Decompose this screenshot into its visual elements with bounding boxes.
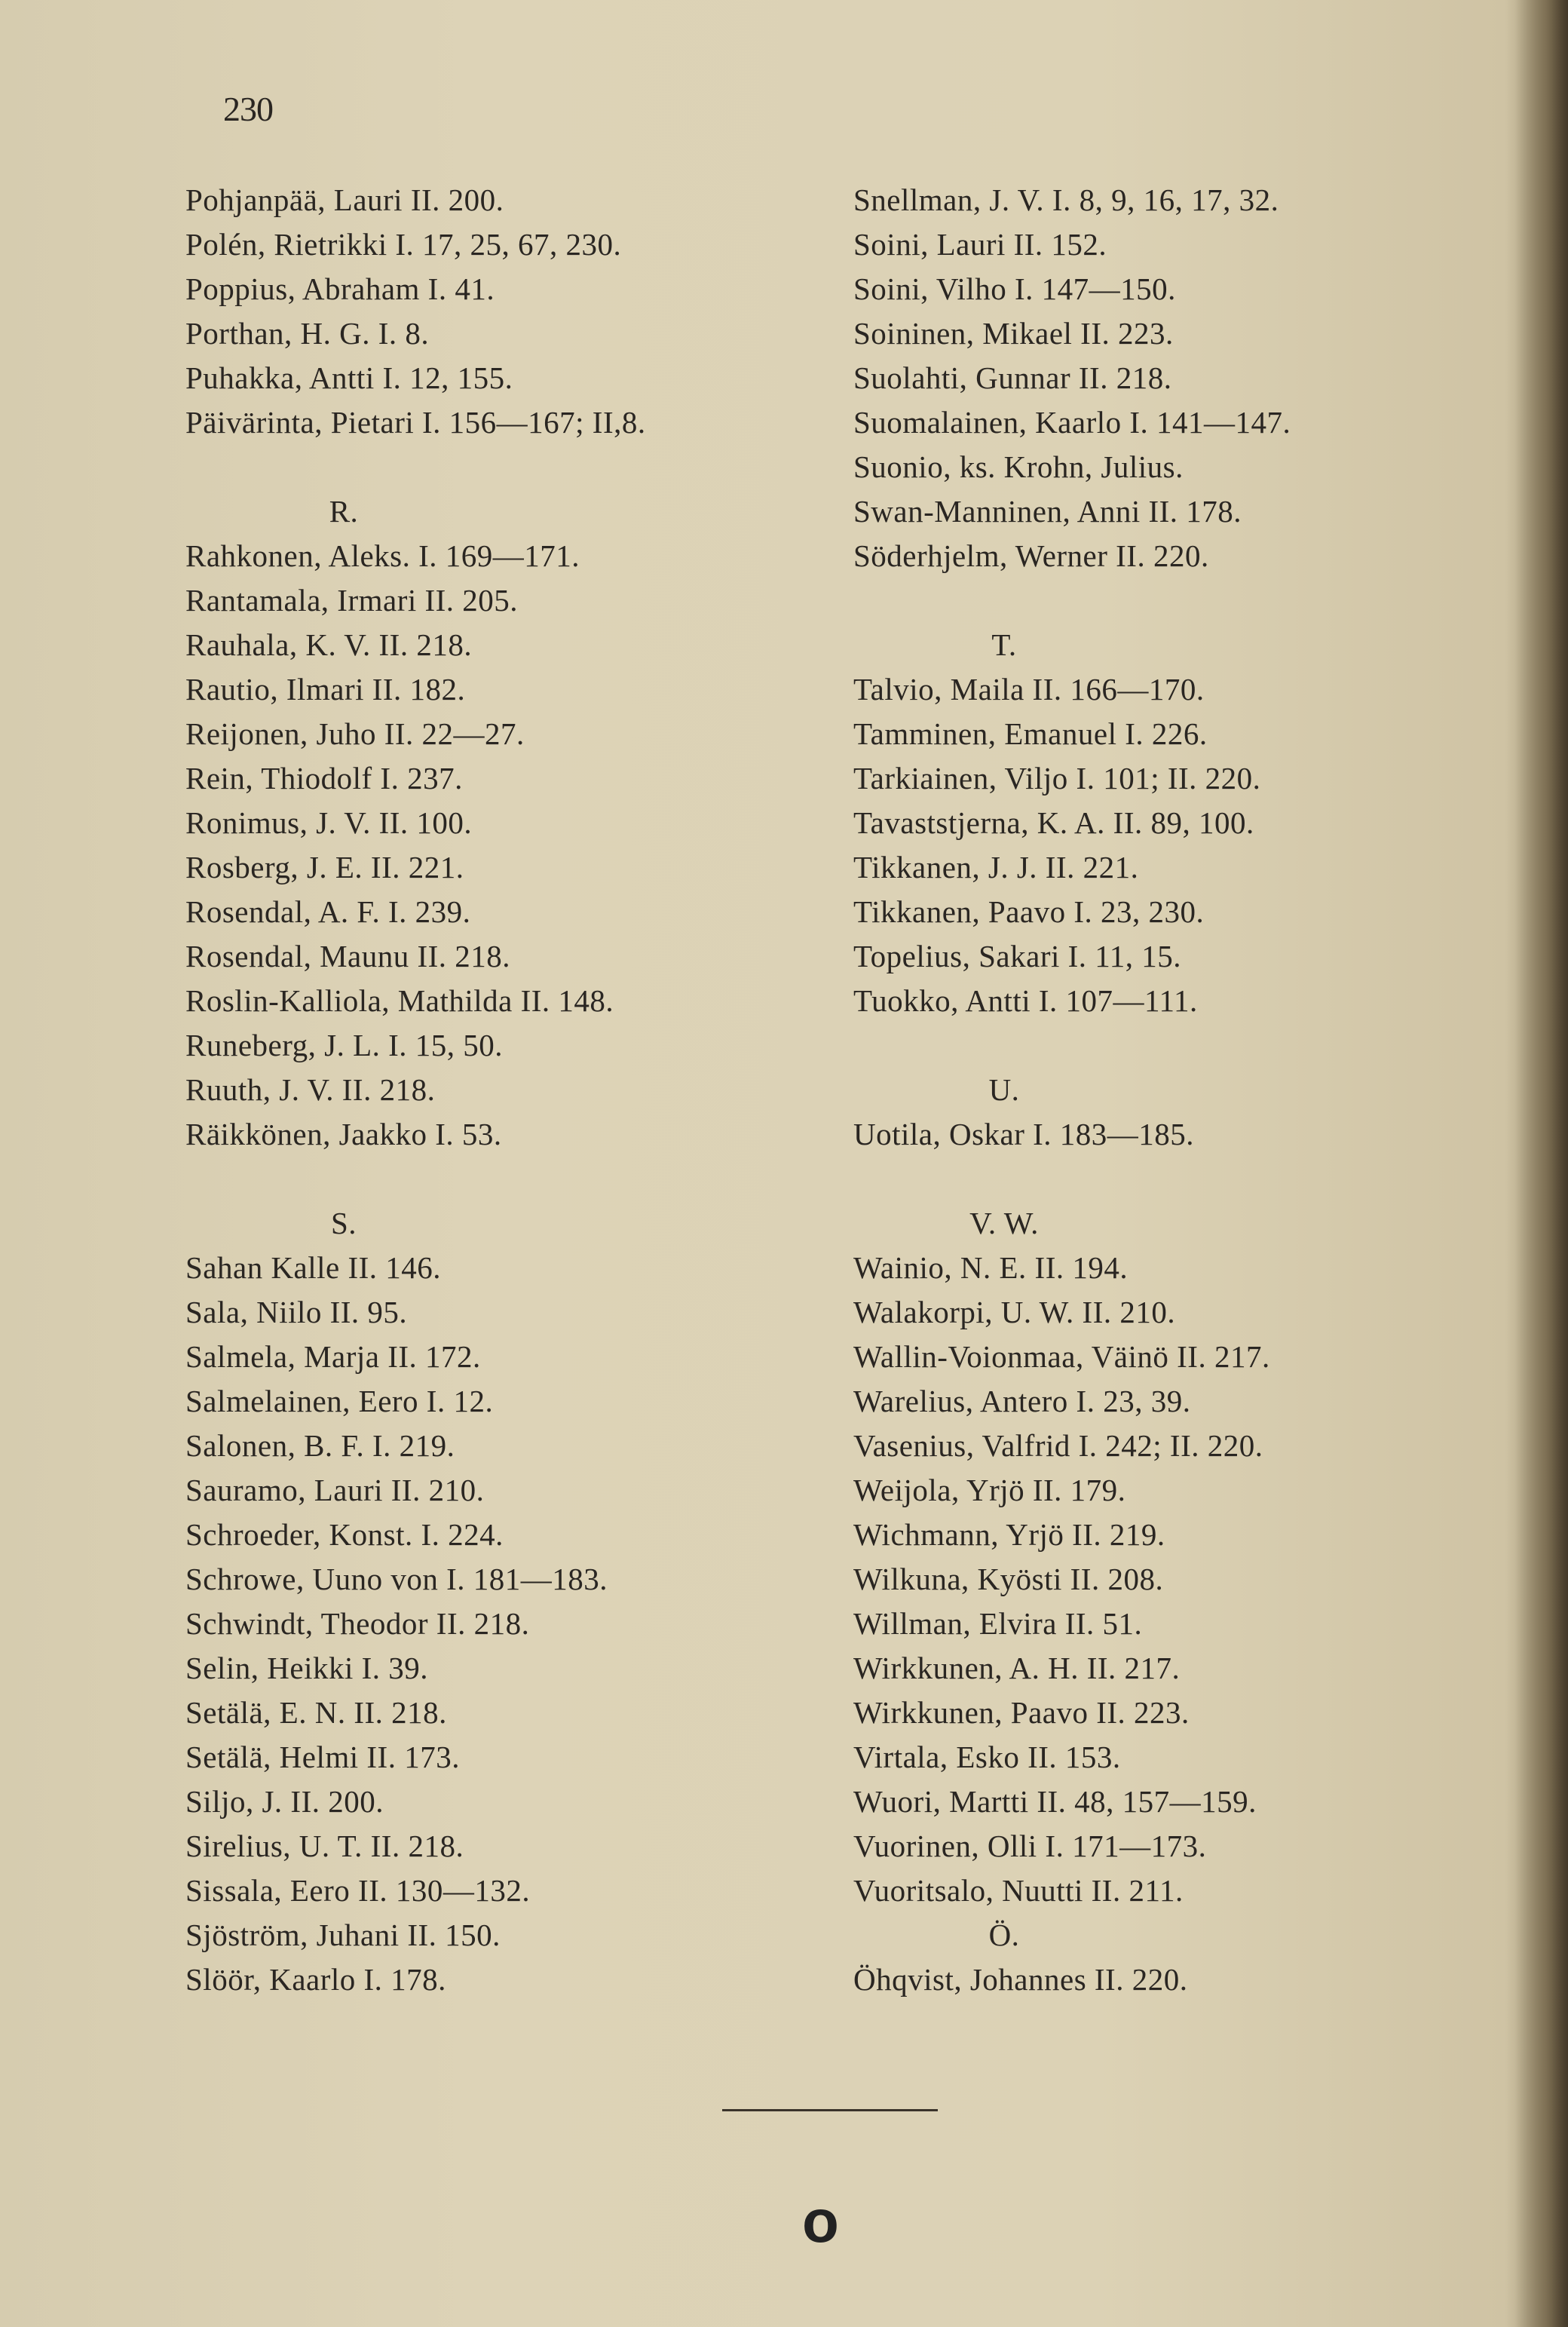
index-entry: Rosendal, Maunu II. 218. (185, 939, 511, 973)
index-entry: Swan-Manninen, Anni II. 178. (853, 494, 1242, 529)
index-entry: Wilkuna, Kyösti II. 208. (853, 1562, 1164, 1596)
letter-heading: T. (991, 627, 1017, 662)
index-entry: Soininen, Mikael II. 223. (853, 316, 1174, 351)
index-column-left (185, 178, 834, 2002)
index-entry: Uotila, Oskar I. 183—185. (853, 1117, 1195, 1151)
index-entry: Salmela, Marja II. 172. (185, 1339, 481, 1374)
index-entry: Sauramo, Lauri II. 210. (185, 1473, 485, 1507)
index-entry: Öhqvist, Johannes II. 220. (853, 1962, 1188, 1997)
index-entry: Setälä, E. N. II. 218. (185, 1695, 447, 1730)
index-entry: Snellman, J. V. I. 8, 9, 16, 17, 32. (853, 182, 1279, 217)
index-entry: Poppius, Abraham I. 41. (185, 271, 495, 306)
index-entry: Topelius, Sakari I. 11, 15. (853, 939, 1181, 973)
index-entry: Sissala, Eero II. 130—132. (185, 1873, 531, 1908)
index-entry: Sjöström, Juhani II. 150. (185, 1918, 501, 1952)
index-entry: Suonio, ks. Krohn, Julius. (853, 449, 1184, 484)
index-column-right (853, 178, 1502, 2002)
index-entry: Sirelius, U. T. II. 218. (185, 1829, 464, 1863)
index-entry: Räikkönen, Jaakko I. 53. (185, 1117, 502, 1151)
index-entry: Pohjanpää, Lauri II. 200. (185, 182, 504, 217)
index-entry: Porthan, H. G. I. 8. (185, 316, 430, 351)
index-entry: Wirkkunen, Paavo II. 223. (853, 1695, 1190, 1730)
index-entry: Roslin-Kalliola, Mathilda II. 148. (185, 983, 614, 1018)
blank-line (853, 1157, 1502, 1201)
index-entry: Soini, Vilho I. 147—150. (853, 271, 1176, 306)
index-entry: Ronimus, J. V. II. 100. (185, 805, 473, 840)
page-edge-shadow (1515, 0, 1568, 2327)
index-entry: Wainio, N. E. II. 194. (853, 1250, 1129, 1285)
index-entry: Polén, Rietrikki I. 17, 25, 67, 230. (185, 227, 622, 262)
index-entry: Tamminen, Emanuel I. 226. (853, 716, 1208, 751)
index-entry: Suomalainen, Kaarlo I. 141—147. (853, 405, 1291, 440)
index-entry: Weijola, Yrjö II. 179. (853, 1473, 1126, 1507)
index-entry: Willman, Elvira II. 51. (853, 1606, 1143, 1641)
index-entry: Vasenius, Valfrid I. 242; II. 220. (853, 1428, 1263, 1463)
index-entry: Schrowe, Uuno von I. 181—183. (185, 1562, 608, 1596)
index-entry: Ruuth, J. V. II. 218. (185, 1072, 436, 1107)
index-entry: Sala, Niilo II. 95. (185, 1295, 408, 1329)
blank-line (185, 1157, 834, 1201)
index-entry: Warelius, Antero I. 23, 39. (853, 1384, 1191, 1418)
index-entry: Salonen, B. F. I. 219. (185, 1428, 455, 1463)
letter-heading: Ö. (988, 1918, 1020, 1952)
index-entry: Rosendal, A. F. I. 239. (185, 894, 471, 929)
index-entry: Wichmann, Yrjö II. 219. (853, 1517, 1165, 1552)
index-entry: Päivärinta, Pietari I. 156—167; II,8. (185, 405, 646, 440)
index-entry: Schwindt, Theodor II. 218. (185, 1606, 530, 1641)
index-entry: Tikkanen, J. J. II. 221. (853, 850, 1139, 885)
index-entry: Rautio, Ilmari II. 182. (185, 672, 466, 707)
footer-mark: o (802, 2188, 839, 2255)
index-entry: Vuoritsalo, Nuutti II. 211. (853, 1873, 1184, 1908)
index-entry: Tikkanen, Paavo I. 23, 230. (853, 894, 1205, 929)
index-entry: Selin, Heikki I. 39. (185, 1651, 429, 1685)
index-entry: Slöör, Kaarlo I. 178. (185, 1962, 446, 1997)
index-entry: Schroeder, Konst. I. 224. (185, 1517, 504, 1552)
index-entry: Suolahti, Gunnar II. 218. (853, 360, 1172, 395)
page-number: 230 (223, 90, 273, 128)
footer-rule (722, 2109, 938, 2111)
letter-heading: V. W. (969, 1206, 1039, 1240)
index-entry: Tuokko, Antti I. 107—111. (853, 983, 1198, 1018)
index-entry: Virtala, Esko II. 153. (853, 1740, 1121, 1774)
index-entry: Vuorinen, Olli I. 171—173. (853, 1829, 1207, 1863)
index-entry: Siljo, J. II. 200. (185, 1784, 384, 1819)
blank-line (853, 1023, 1502, 1068)
index-entry: Walakorpi, U. W. II. 210. (853, 1295, 1176, 1329)
index-entry: Rauhala, K. V. II. 218. (185, 627, 473, 662)
index-entry: Sahan Kalle II. 146. (185, 1250, 442, 1285)
index-entry: Tarkiainen, Viljo I. 101; II. 220. (853, 761, 1261, 796)
index-entry: Setälä, Helmi II. 173. (185, 1740, 460, 1774)
index-entry: Soini, Lauri II. 152. (853, 227, 1107, 262)
index-entry: Rahkonen, Aleks. I. 169—171. (185, 538, 580, 573)
index-entry: Wuori, Martti II. 48, 157—159. (853, 1784, 1257, 1819)
index-entry: Runeberg, J. L. I. 15, 50. (185, 1028, 504, 1062)
index-entry: Reijonen, Juho II. 22—27. (185, 716, 525, 751)
letter-heading: U. (988, 1072, 1020, 1107)
index-entry: Rein, Thiodolf I. 237. (185, 761, 463, 796)
index-entry: Salmelainen, Eero I. 12. (185, 1384, 494, 1418)
index-entry: Söderhjelm, Werner II. 220. (853, 538, 1209, 573)
index-entry: Rosberg, J. E. II. 221. (185, 850, 464, 885)
blank-line (853, 578, 1502, 623)
index-entry: Talvio, Maila II. 166—170. (853, 672, 1205, 707)
blank-line (185, 445, 834, 489)
letter-heading: S. (330, 1206, 357, 1240)
index-entry: Tavaststjerna, K. A. II. 89, 100. (853, 805, 1254, 840)
letter-heading: R. (329, 494, 359, 529)
index-entry: Puhakka, Antti I. 12, 155. (185, 360, 513, 395)
index-entry: Rantamala, Irmari II. 205. (185, 583, 519, 618)
index-entry: Wirkkunen, A. H. II. 217. (853, 1651, 1181, 1685)
index-entry: Wallin-Voionmaa, Väinö II. 217. (853, 1339, 1270, 1374)
